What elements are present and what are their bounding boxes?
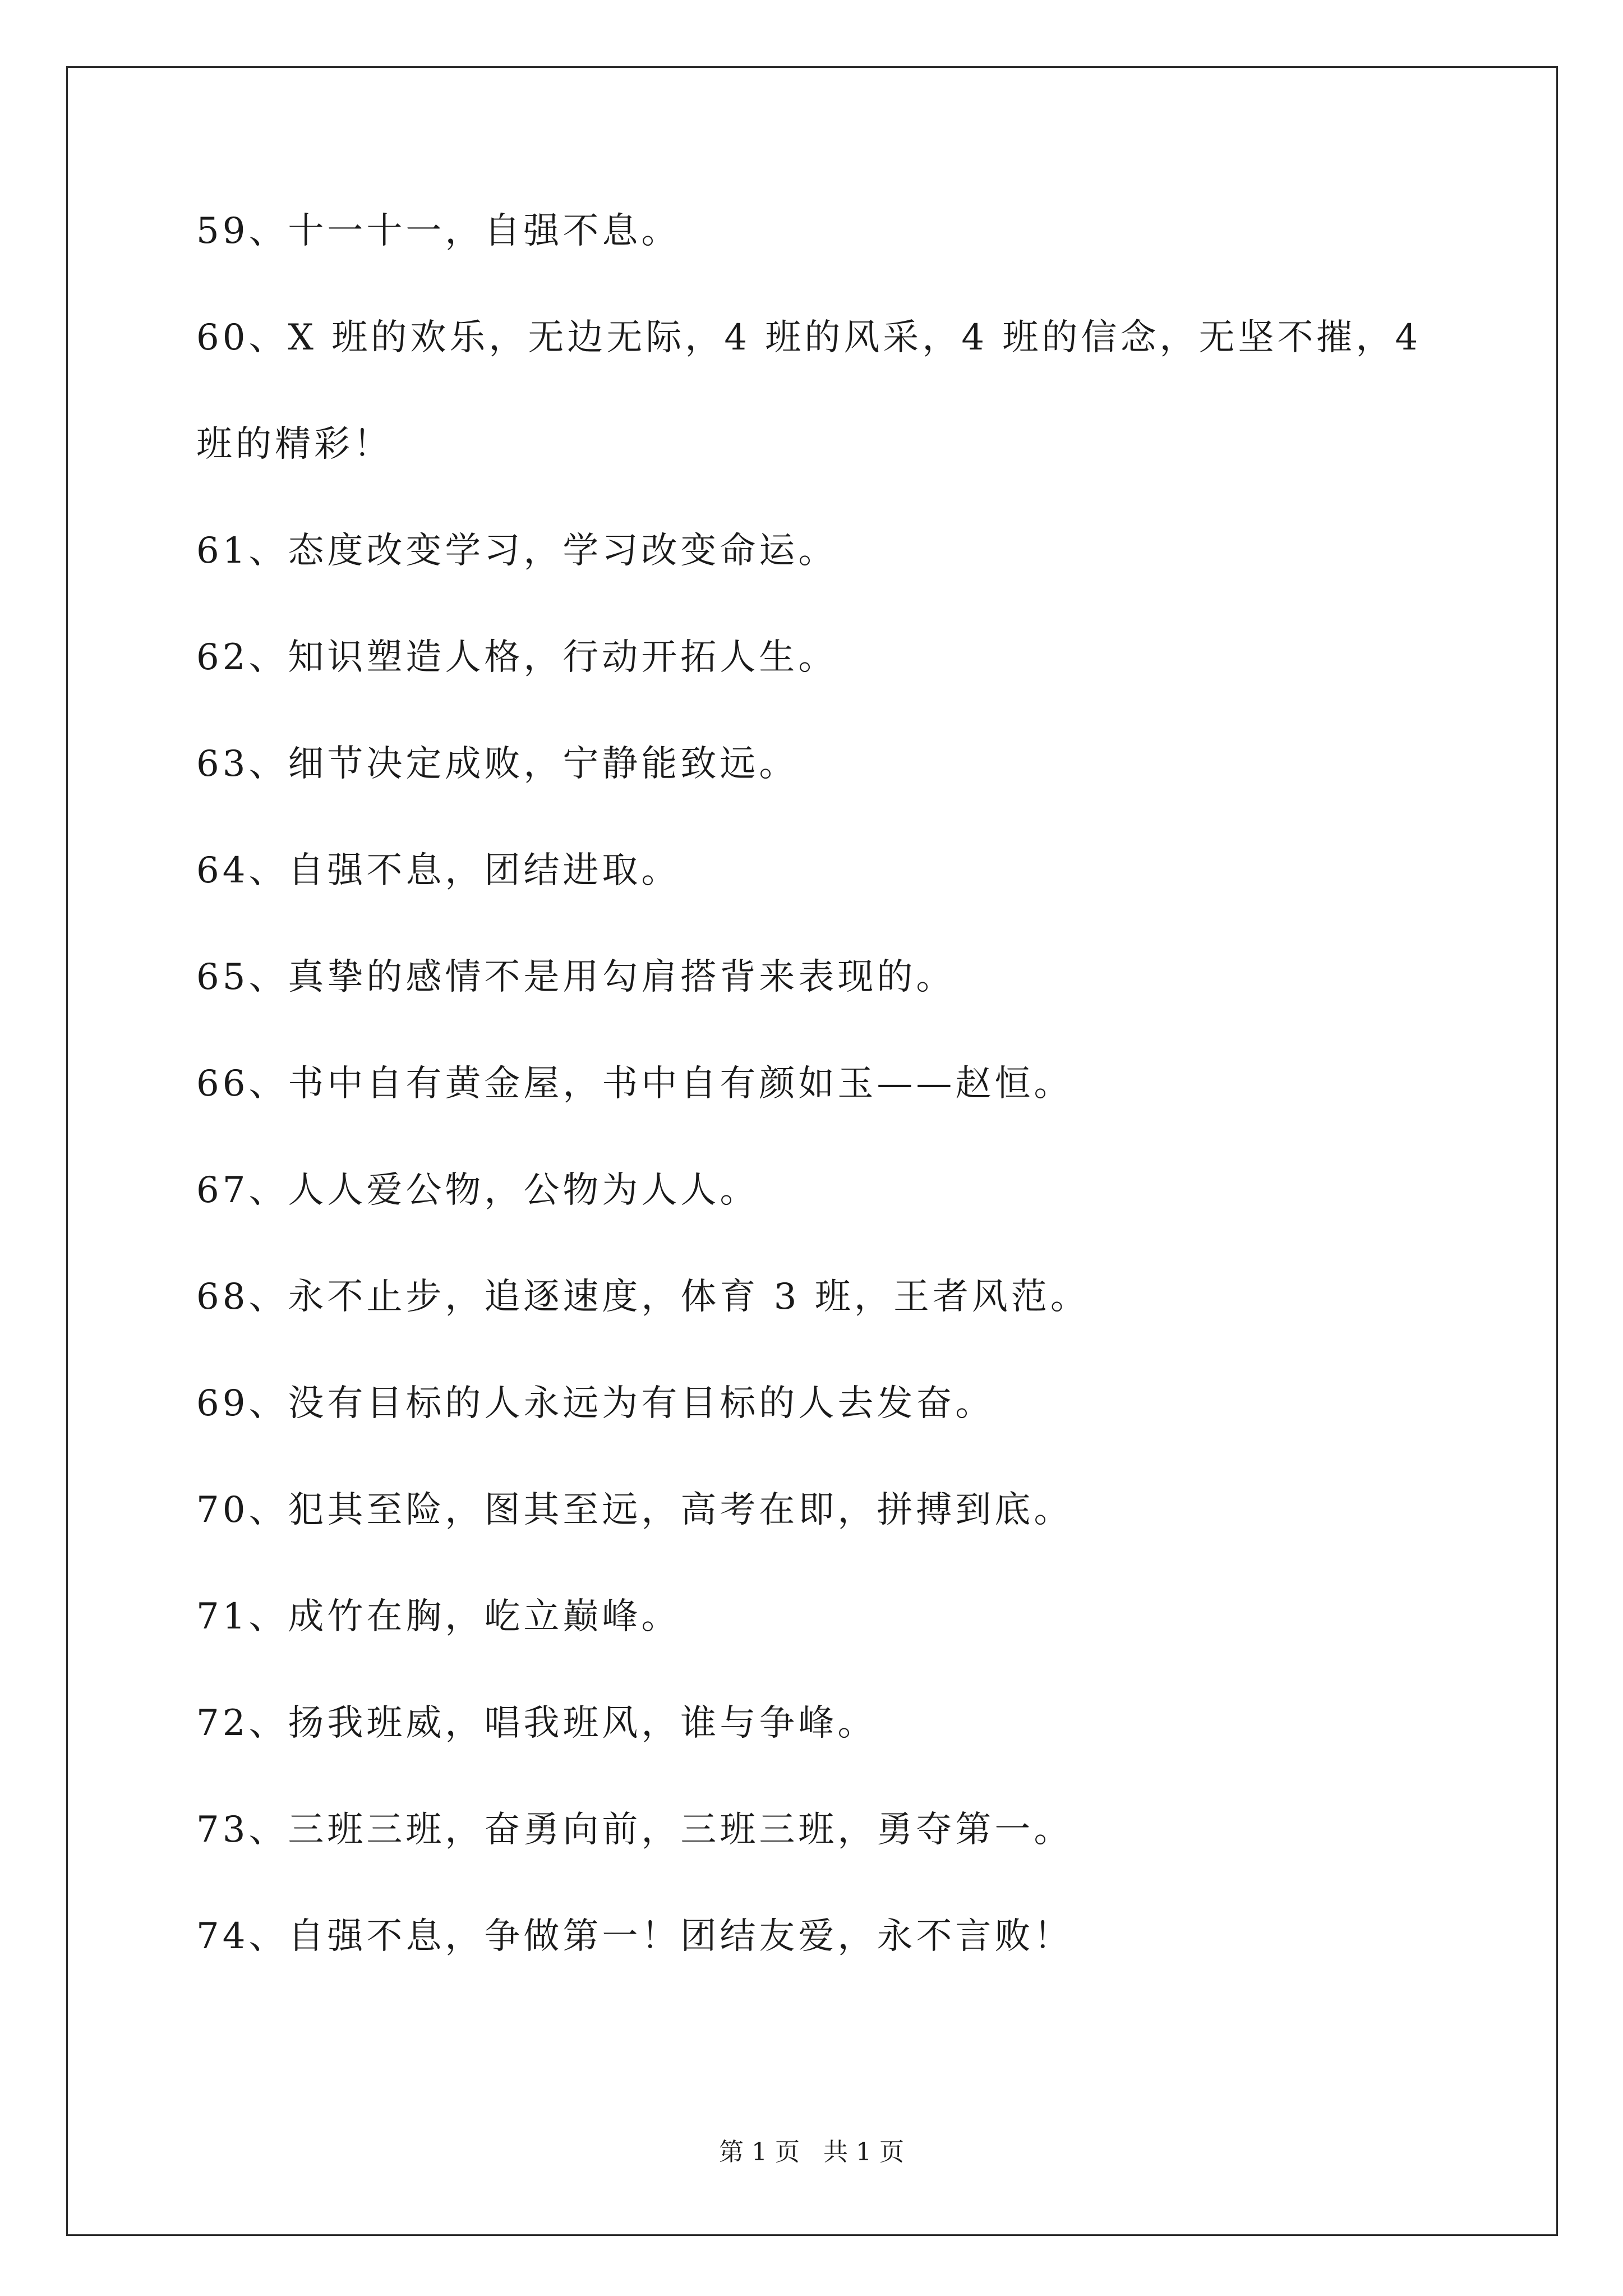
list-item-62: 62、知识塑造人格，行动开拓人生。	[196, 637, 838, 678]
list-item-66: 66、书中自有黄金屋，书中自有颜如玉——赵恒。	[196, 1063, 1073, 1105]
list-item-60: 60、X 班的欢乐，无边无际，4 班的风采，4 班的信念，无坚不摧，4	[196, 317, 1422, 358]
list-item-68: 68、永不止步，追逐速度，体育 3 班，王者风范。	[196, 1276, 1090, 1318]
list-item-69: 69、没有目标的人永远为有目标的人去发奋。	[196, 1383, 995, 1424]
list-item-65: 65、真挚的感情不是用勾肩搭背来表现的。	[196, 956, 956, 998]
list-item-73: 73、三班三班，奋勇向前，三班三班，勇夺第一。	[196, 1809, 1073, 1851]
page-total: 共 1 页	[823, 2138, 904, 2166]
list-item-59: 59、十一十一，自强不息。	[196, 210, 681, 252]
list-item-60-continued: 班的精彩！	[196, 424, 393, 465]
page-number: 第 1 页	[719, 2138, 800, 2166]
page-footer	[0, 2132, 1623, 2168]
list-item-74: 74、自强不息，争做第一！团结友爱，永不言败！	[196, 1916, 1073, 1957]
list-item-61: 61、态度改变学习，学习改变命运。	[196, 530, 838, 572]
list-item-63: 63、细节决定成败，宁静能致远。	[196, 743, 799, 785]
list-item-71: 71、成竹在胸，屹立巅峰。	[196, 1596, 681, 1637]
list-item-64: 64、自强不息，团结进取。	[196, 850, 681, 891]
list-item-67: 67、人人爱公物，公物为人人。	[196, 1170, 759, 1211]
list-item-72: 72、扬我班威，唱我班风，谁与争峰。	[196, 1703, 877, 1744]
document-body	[196, 210, 1430, 2025]
list-item-70: 70、犯其至险，图其至远，高考在即，拼搏到底。	[196, 1489, 1073, 1531]
